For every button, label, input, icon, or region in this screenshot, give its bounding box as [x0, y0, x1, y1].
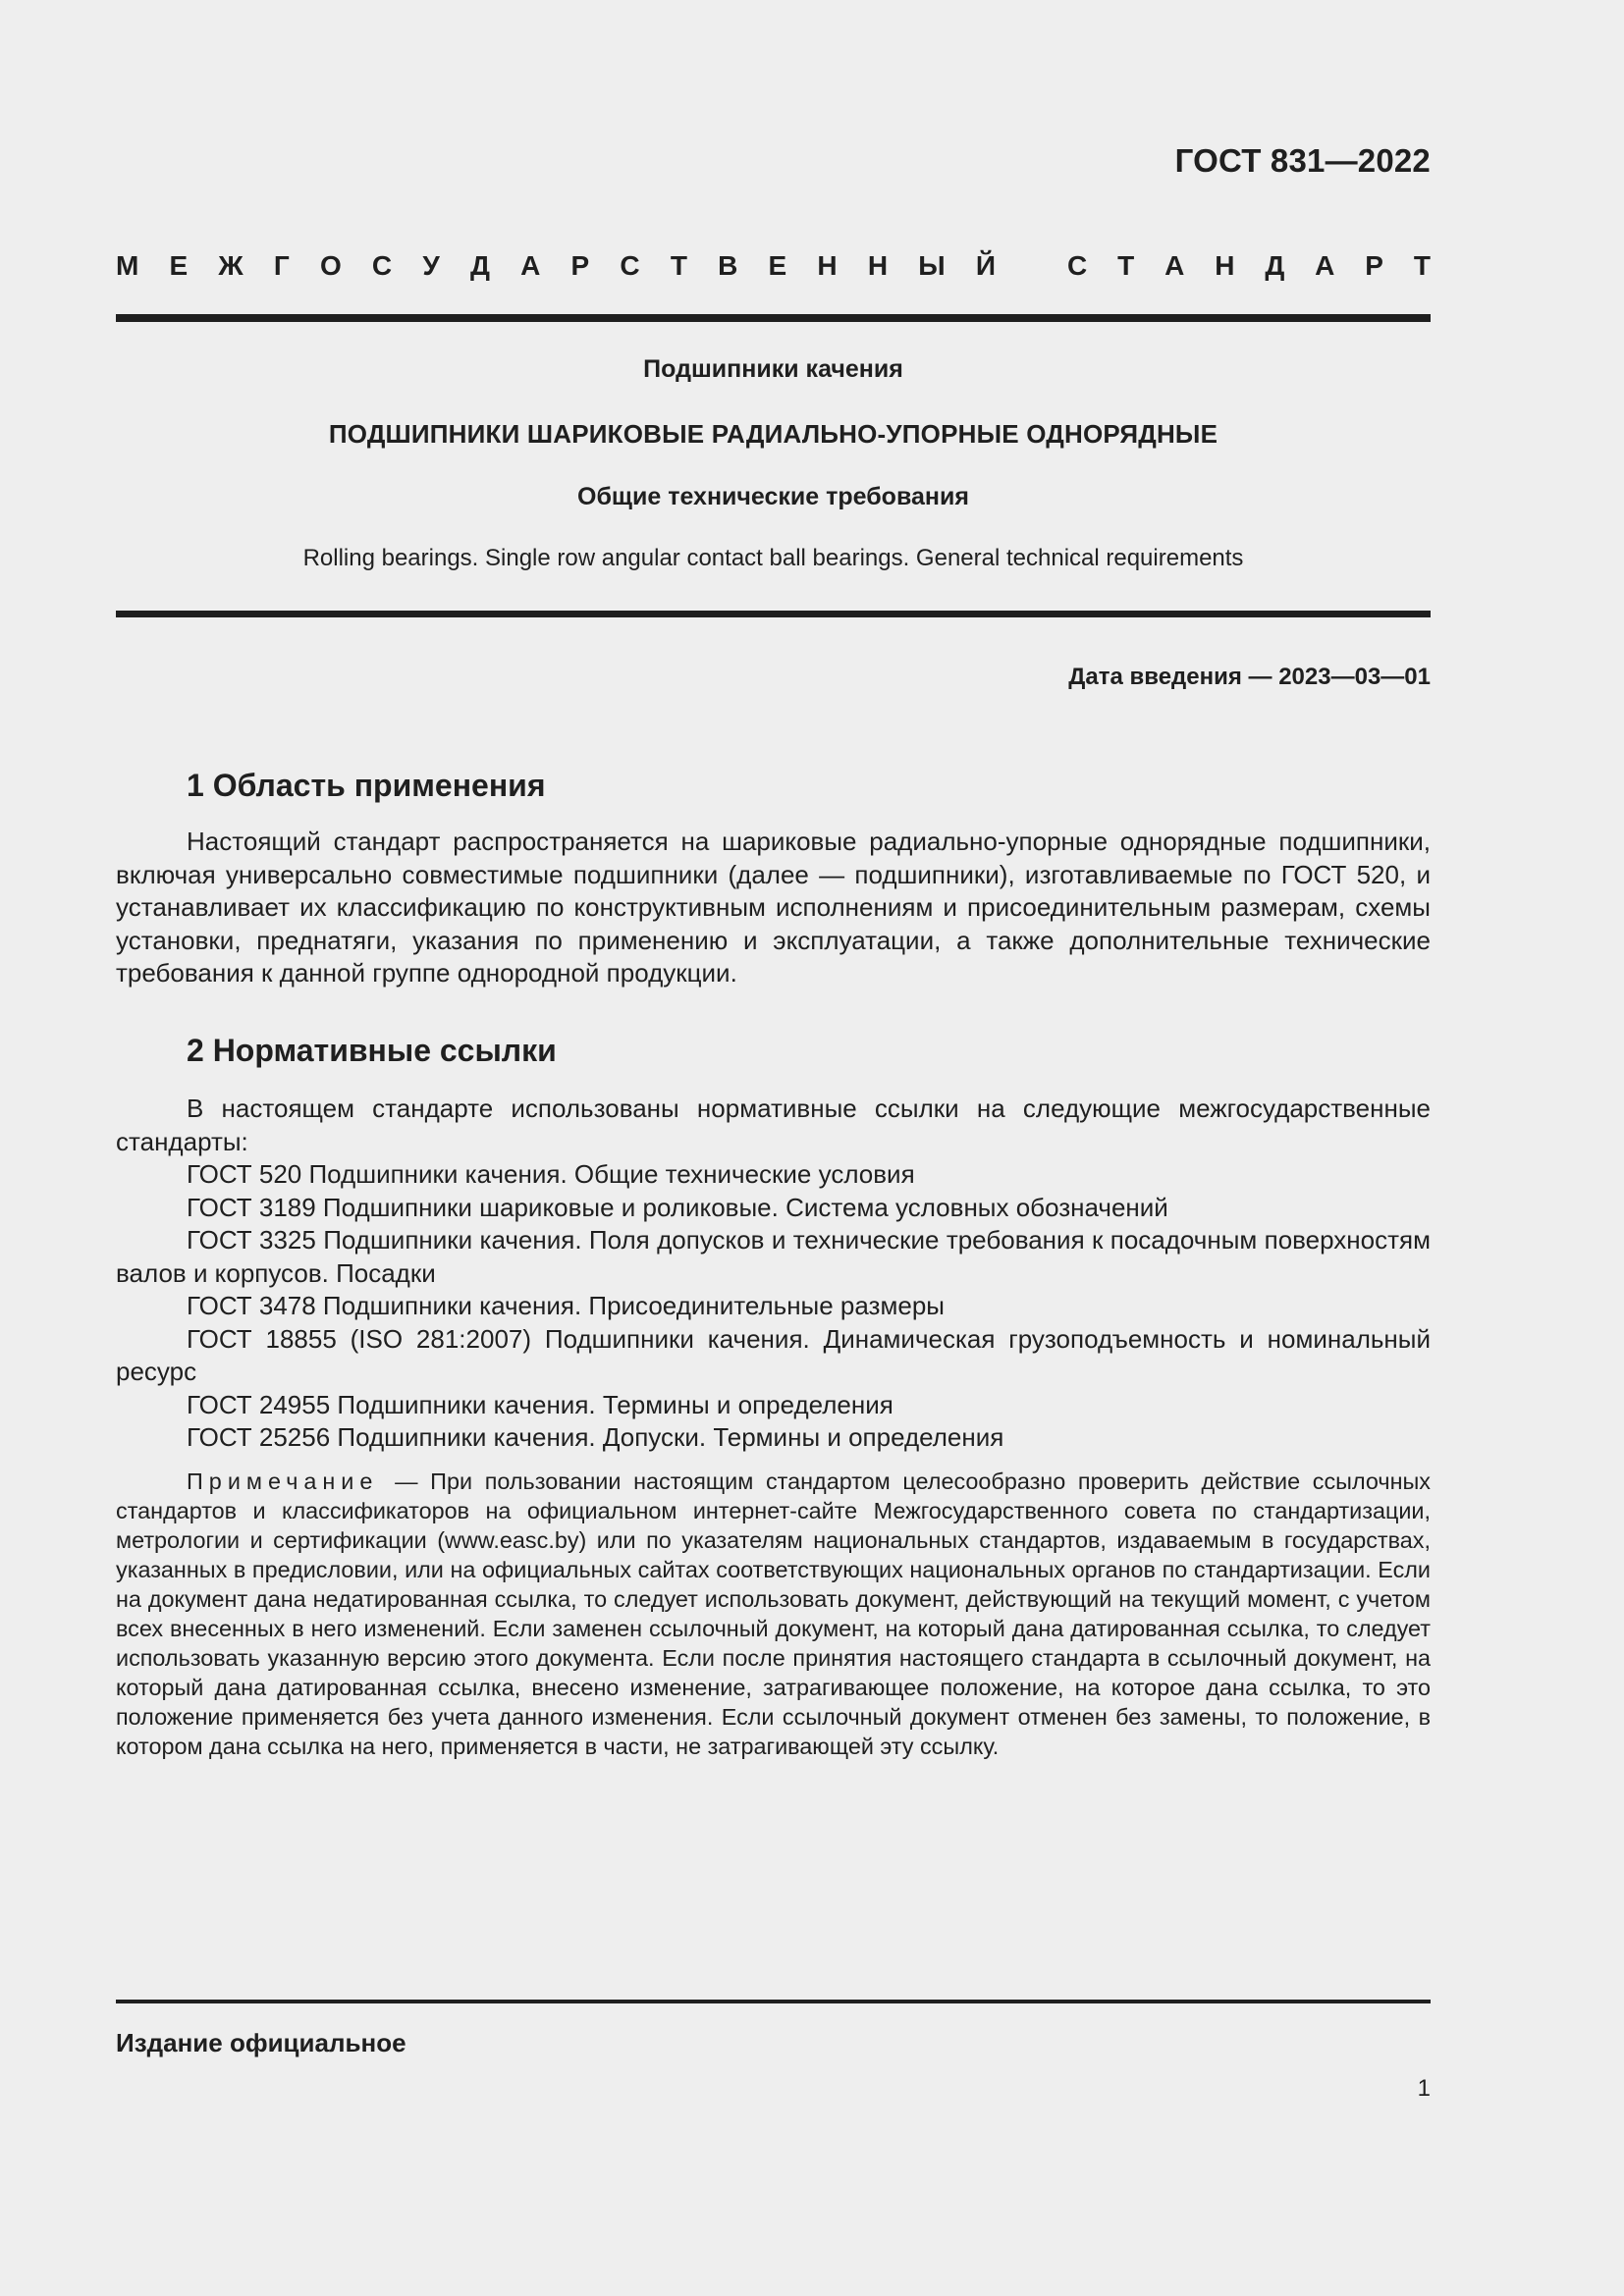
note-paragraph — [116, 1467, 1431, 1761]
document-code: ГОСТ 831—2022 — [1174, 142, 1431, 179]
standard-word: С Т А Н Д А Р Т — [1067, 250, 1431, 281]
footer-divider — [116, 2000, 1431, 2003]
section-paragraph: Настоящий стандарт распространяется на шариковые радиально-упорные однорядные подшипники, включая универсально совместимые подшипники (далее — подшипники), изготавливаемые по ГОСТ 520, и устанавливает их классификацию по конструктивным исполнениям и присоединительным размерам, схемы установки, преднатяги, указания по применению и эксплуатации, а также дополнительные технические требования к данной группе однородной продукции. — [116, 827, 1431, 988]
reference-item: ГОСТ 520 Подшипники качения. Общие технические условия — [187, 1159, 915, 1189]
section-normative-references — [116, 1033, 1431, 1784]
reference-list — [116, 1158, 1431, 1455]
section-paragraph: В настоящем стандарте использованы нормативные ссылки на следующие межгосударственные стандарты: — [116, 1094, 1431, 1156]
document-title: ПОДШИПНИКИ ШАРИКОВЫЕ РАДИАЛЬНО-УПОРНЫЕ ОДНОРЯДНЫЕ — [328, 419, 1218, 449]
section-heading: 1 Область применения — [187, 768, 546, 803]
top-divider — [116, 314, 1431, 322]
reference-item: ГОСТ 3189 Подшипники шариковые и роликовые. Система условных обозначений — [187, 1192, 1168, 1222]
section-scope — [116, 768, 1431, 990]
reference-item: ГОСТ 3325 Подшипники качения. Поля допусков и технические требования к посадочным поверхностям валов и корпусов. Посадки — [116, 1225, 1431, 1288]
note-label: Примечание — [187, 1468, 379, 1494]
official-edition-label: Издание официальное — [116, 2028, 406, 2057]
reference-item: ГОСТ 25256 Подшипники качения. Допуски. Термины и определения — [187, 1422, 1004, 1452]
english-title: Rolling bearings. Single row angular contact ball bearings. General technical requirements — [302, 545, 1244, 571]
section-heading: 2 Нормативные ссылки — [187, 1033, 557, 1068]
subject-line: Подшипники качения — [643, 355, 903, 383]
introduction-date: Дата введения — 2023—03—01 — [1068, 664, 1431, 690]
document-subtitle: Общие технические требования — [577, 483, 969, 510]
interstate-word: М Е Ж Г О С У Д А Р С Т В Е Н Н Ы Й — [116, 250, 996, 281]
reference-item: ГОСТ 24955 Подшипники качения. Термины и определения — [187, 1389, 893, 1419]
document-page — [116, 0, 1431, 2296]
note-text: — При пользовании настоящим стандартом целесообразно проверить действие ссылочных стандартов и классификаторов на официальном интернет-сайте Межгосударственного совета по стандартизации, метрологии и сертификации (www.easc.by) или по указателям национальных стандартов, издаваемым в государствах, указанных в предисловии, или на официальных сайтах соответствующих национальных органов по стандартизации. Если на документ дана недатированная ссылка, то следует использовать документ, действующий на текущий момент, с учетом всех внесенных в него изменений. Если заменен ссылочный документ, на который дана датированная ссылка, то следует использовать указанную версию этого документа. Если после принятия настоящего стандарта в ссылочный документ, на который дана датированная ссылка, внесено изменение, затрагивающее положение, на которое дана ссылка, то это положение применяется без учета данного изменения. Если ссылочный документ отменен без замены, то положение, в котором дана ссылка на него, применяется в части, не затрагивающей эту ссылку. — [116, 1468, 1431, 1759]
page-number: 1 — [1417, 2075, 1431, 2102]
reference-item: ГОСТ 18855 (ISO 281:2007) Подшипники качения. Динамическая грузоподъемность и номинальный ресурс — [116, 1323, 1431, 1386]
interstate-standard-label — [116, 250, 1431, 282]
title-divider — [116, 611, 1431, 617]
reference-item: ГОСТ 3478 Подшипники качения. Присоединительные размеры — [187, 1291, 945, 1320]
